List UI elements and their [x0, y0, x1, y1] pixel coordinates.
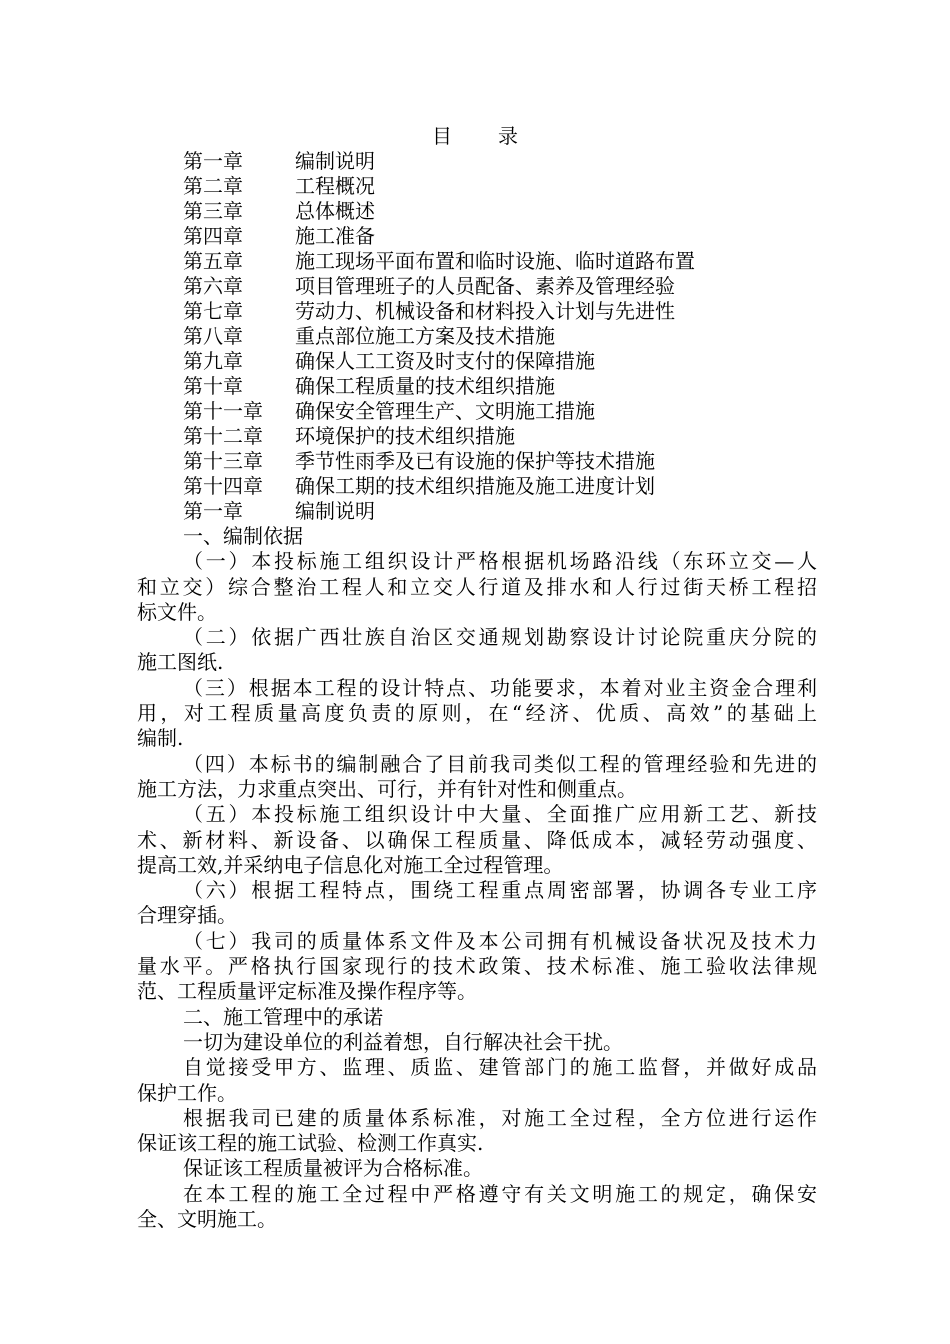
paragraph-line: 全、文明施工。: [137, 1207, 277, 1232]
toc-item: [183, 374, 695, 399]
title-char-right: 录: [498, 124, 518, 148]
paragraph-line: 量水平。严格执行国家现行的技术政策、技术标准、施工验收法律规: [137, 954, 817, 979]
toc-item: [183, 299, 695, 324]
toc-item: [183, 424, 695, 449]
paragraph-line: （二）依据广西壮族自治区交通规划勘察设计讨论院重庆分院的: [183, 625, 817, 650]
paragraph-line: （一）本投标施工组织设计严格根据机场路沿线（东环立交—人: [183, 549, 817, 574]
toc-item: [183, 199, 695, 224]
toc-chapter: 第一章: [183, 149, 243, 173]
toc-chapter: 第七章: [183, 299, 243, 323]
paragraph-line: 施工方法，力求重点突出、可行，并有针对性和侧重点。: [137, 776, 637, 801]
paragraph-line: 根据我司已建的质量体系标准，对施工全过程，全方位进行运作: [183, 1105, 817, 1130]
toc-name: 劳动力、机械设备和材料投入计划与先进性: [295, 299, 675, 323]
paragraph-line: 范、工程质量评定标准及操作程序等。: [137, 979, 477, 1004]
chapter-heading: [183, 499, 695, 524]
toc-item: [183, 274, 695, 299]
paragraph-line: 用，对工程质量高度负责的原则，在“经济、优质、高效”的基础上: [137, 701, 817, 726]
toc-item: [183, 249, 695, 274]
toc-name: 确保工期的技术组织措施及施工进度计划: [295, 474, 655, 498]
toc-item: [183, 349, 695, 374]
body-text: [137, 524, 817, 1232]
toc-chapter: 第三章: [183, 199, 243, 223]
chapter-heading-number: 第一章: [183, 499, 243, 523]
toc-item: [183, 149, 695, 174]
toc-item: [183, 474, 695, 499]
toc-chapter: 第八章: [183, 324, 243, 348]
toc-name: 总体概述: [295, 199, 375, 223]
paragraph-line: 标文件。: [137, 599, 217, 624]
toc-name: 确保安全管理生产、文明施工措施: [295, 399, 595, 423]
paragraph-line: （六）根据工程特点，围绕工程重点周密部署，协调各专业工序: [183, 878, 817, 903]
toc-item: [183, 174, 695, 199]
toc-chapter: 第十章: [183, 374, 243, 398]
chapter-heading-name: 编制说明: [295, 499, 375, 523]
toc-name: 季节性雨季及已有设施的保护等技术措施: [295, 449, 655, 473]
toc-chapter: 第十四章: [183, 474, 263, 498]
paragraph-line: 保证该工程质量被评为合格标准。: [183, 1156, 483, 1181]
toc-chapter: 第九章: [183, 349, 243, 373]
toc-chapter: 第五章: [183, 249, 243, 273]
toc-name: 施工准备: [295, 224, 375, 248]
toc-name: 确保工程质量的技术组织措施: [295, 374, 555, 398]
paragraph-line: 在本工程的施工全过程中严格遵守有关文明施工的规定，确保安: [183, 1181, 817, 1206]
toc-item: [183, 224, 695, 249]
paragraph-line: 一切为建设单位的利益着想，自行解决社会干扰。: [183, 1029, 623, 1054]
toc-chapter: 第十一章: [183, 399, 263, 423]
paragraph-line: 自觉接受甲方、监理、质监、建管部门的施工监督，并做好成品: [183, 1055, 817, 1080]
section-heading: 一、编制依据: [183, 524, 303, 548]
toc-item: [183, 399, 695, 424]
paragraph-line: 提高工效,并采纳电子信息化对施工全过程管理。: [137, 852, 564, 877]
toc-name: 项目管理班子的人员配备、素养及管理经验: [295, 274, 675, 298]
toc-name: 工程概况: [295, 174, 375, 198]
table-of-contents: [183, 149, 695, 524]
paragraph-line: 保护工作。: [137, 1080, 237, 1105]
page-title: [0, 124, 950, 149]
toc-chapter: 第二章: [183, 174, 243, 198]
paragraph-line: 施工图纸.: [137, 650, 224, 675]
toc-item: [183, 324, 695, 349]
toc-chapter: 第十三章: [183, 449, 263, 473]
toc-item: [183, 449, 695, 474]
paragraph-line: （七）我司的质量体系文件及本公司拥有机械设备状况及技术力: [183, 928, 817, 953]
paragraph-line: 保证该工程的施工试验、检测工作真实.: [137, 1131, 484, 1156]
paragraph-line: （四）本标书的编制融合了目前我司类似工程的管理经验和先进的: [183, 751, 817, 776]
paragraph-line: 术、新材料、新设备、以确保工程质量、降低成本，减轻劳动强度、: [137, 827, 817, 852]
paragraph-line: 和立交）综合整治工程人和立交人行道及排水和人行过街天桥工程招: [137, 574, 817, 599]
paragraph-line: 编制.: [137, 726, 184, 751]
toc-name: 重点部位施工方案及技术措施: [295, 324, 555, 348]
section-heading: 二、施工管理中的承诺: [183, 1004, 383, 1029]
toc-chapter: 第四章: [183, 224, 243, 248]
toc-name: 施工现场平面布置和临时设施、临时道路布置: [295, 249, 695, 273]
paragraph-line: （五）本投标施工组织设计中大量、全面推广应用新工艺、新技: [183, 802, 817, 827]
toc-name: 编制说明: [295, 149, 375, 173]
paragraph-line: （三）根据本工程的设计特点、功能要求，本着对业主资金合理利: [183, 675, 817, 700]
title-char-left: 目: [432, 124, 452, 148]
toc-name: 环境保护的技术组织措施: [295, 424, 515, 448]
toc-chapter: 第十二章: [183, 424, 263, 448]
toc-chapter: 第六章: [183, 274, 243, 298]
toc-name: 确保人工工资及时支付的保障措施: [295, 349, 595, 373]
paragraph-line: 合理穿插。: [137, 903, 237, 928]
